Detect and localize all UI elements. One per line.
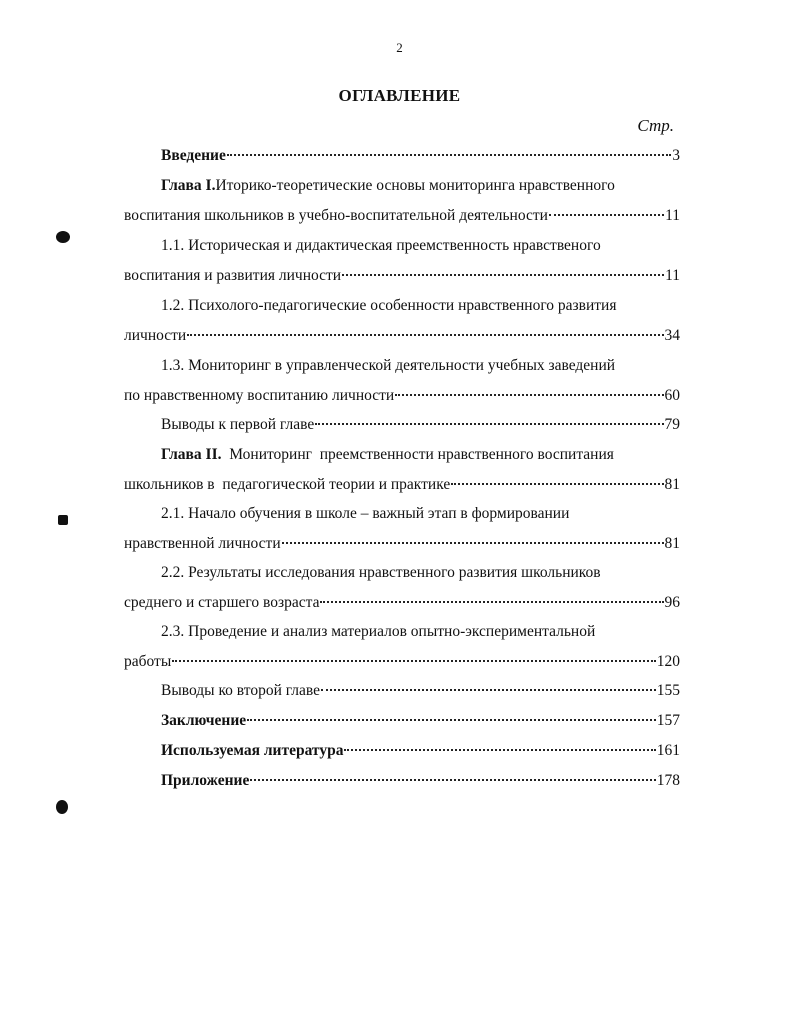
- toc-entry-title: Выводы к первой главе: [161, 416, 315, 433]
- toc-entry-appendix[interactable]: [161, 770, 680, 792]
- toc-entry-title-cont: воспитания и развития личности: [124, 267, 342, 284]
- chapter-label: Глава II.: [161, 446, 222, 463]
- toc-page-number: 161: [656, 742, 680, 759]
- toc-entry-chapter-1[interactable]: [161, 175, 615, 197]
- toc-entry-1-1-cont[interactable]: [124, 265, 680, 287]
- toc-page-number: 155: [656, 682, 680, 699]
- leader-dots: [227, 154, 671, 156]
- leader-dots: [549, 214, 664, 216]
- toc-page-number: 81: [664, 535, 680, 552]
- toc-entry-2-2[interactable]: [161, 562, 601, 584]
- toc-entry-2-2-cont[interactable]: [124, 592, 680, 614]
- toc-entry-chapter-2-conclusions[interactable]: [161, 680, 680, 702]
- scan-mark: [56, 800, 68, 814]
- toc-entry-title-cont: среднего и старшего возраста: [124, 594, 320, 611]
- toc-entry-chapter-1-cont[interactable]: [124, 205, 680, 227]
- chapter-label: Глава I.: [161, 177, 216, 194]
- toc-entry-conclusion[interactable]: [161, 710, 680, 732]
- toc-page-number: 11: [665, 207, 680, 224]
- toc-page-number: 81: [664, 476, 680, 493]
- toc-entry-title: Введение: [161, 147, 226, 164]
- toc-entry-title: 2.1. Начало обучения в школе – важный этап в формировании: [161, 505, 570, 522]
- toc-entry-chapter-1-conclusions[interactable]: [161, 414, 680, 436]
- toc-entry-1-1[interactable]: [161, 235, 601, 257]
- toc-entry-title-cont: личности: [124, 327, 187, 344]
- toc-entry-1-3-cont[interactable]: [124, 385, 680, 407]
- toc-entry-title: Мониторинг преемственности нравственного воспитания: [221, 446, 614, 463]
- toc-entry-1-2[interactable]: [161, 295, 617, 317]
- toc-page-number: 3: [672, 147, 680, 164]
- toc-entry-chapter-2[interactable]: [161, 444, 614, 466]
- toc-page-number: 96: [664, 594, 680, 611]
- leader-dots: [395, 394, 663, 396]
- toc-entry-1-2-cont[interactable]: [124, 325, 680, 347]
- leader-dots: [247, 719, 656, 721]
- toc-entry-introduction[interactable]: [161, 145, 680, 167]
- leader-dots: [187, 334, 663, 336]
- page-column-label: Стр.: [637, 116, 674, 135]
- toc-entry-title-cont: по нравственному воспитанию личности: [124, 387, 395, 404]
- toc-entry-title-cont: школьников в педагогической теории и практике: [124, 476, 451, 493]
- leader-dots: [315, 423, 663, 425]
- toc-page-number: 120: [656, 653, 680, 670]
- toc-entry-title: 1.2. Психолого-педагогические особенности нравственного развития: [161, 297, 617, 314]
- leader-dots: [451, 483, 663, 485]
- leader-dots: [250, 779, 655, 781]
- leader-dots: [342, 274, 664, 276]
- toc-page-number: 11: [665, 267, 680, 284]
- toc-entry-title-cont: нравственной личности: [124, 535, 281, 552]
- toc-entry-title: Используемая литература: [161, 742, 344, 759]
- toc-page-number: 157: [656, 712, 680, 729]
- toc-page-number: 60: [664, 387, 680, 404]
- toc-page-number: 34: [664, 327, 680, 344]
- toc-entry-2-1[interactable]: [161, 503, 569, 525]
- scan-mark: [56, 231, 70, 243]
- leader-dots: [320, 601, 663, 603]
- toc-page-number: 79: [664, 416, 680, 433]
- toc-entry-title: 1.3. Мониторинг в управленческой деятельности учебных заведений: [161, 357, 616, 374]
- toc-entry-title: Приложение: [161, 772, 250, 789]
- leader-dots: [344, 749, 655, 751]
- toc-entry-references[interactable]: [161, 740, 680, 762]
- toc-entry-chapter-2-cont[interactable]: [124, 474, 680, 496]
- toc-entry-title: 2.3. Проведение и анализ материалов опытно-экспериментальной: [161, 623, 596, 640]
- page-number: 2: [396, 40, 403, 55]
- toc-entry-title: Выводы ко второй главе: [161, 682, 321, 699]
- toc-entry-title: 2.2. Результаты исследования нравственного развития школьников: [161, 564, 601, 581]
- toc-entry-title: Заключение: [161, 712, 247, 729]
- leader-dots: [282, 542, 664, 544]
- toc-entry-title-cont: воспитания школьников в учебно-воспитательной деятельности: [124, 207, 548, 224]
- toc-entry-title: Иторико-теоретические основы мониторинга нравственного: [215, 177, 615, 194]
- toc-page-number: 178: [656, 772, 680, 789]
- toc-entry-1-3[interactable]: [161, 355, 615, 377]
- leader-dots: [321, 689, 656, 691]
- toc-entry-title: 1.1. Историческая и дидактическая преемственность нравственого: [161, 237, 601, 254]
- scan-mark: [58, 515, 68, 525]
- toc-entry-2-3[interactable]: [161, 621, 595, 643]
- toc-entry-title-cont: работы: [124, 653, 172, 670]
- page-title: ОГЛАВЛЕНИЕ: [338, 86, 461, 105]
- toc-entry-2-1-cont[interactable]: [124, 533, 680, 555]
- toc-entry-2-3-cont[interactable]: [124, 651, 680, 673]
- leader-dots: [172, 660, 656, 662]
